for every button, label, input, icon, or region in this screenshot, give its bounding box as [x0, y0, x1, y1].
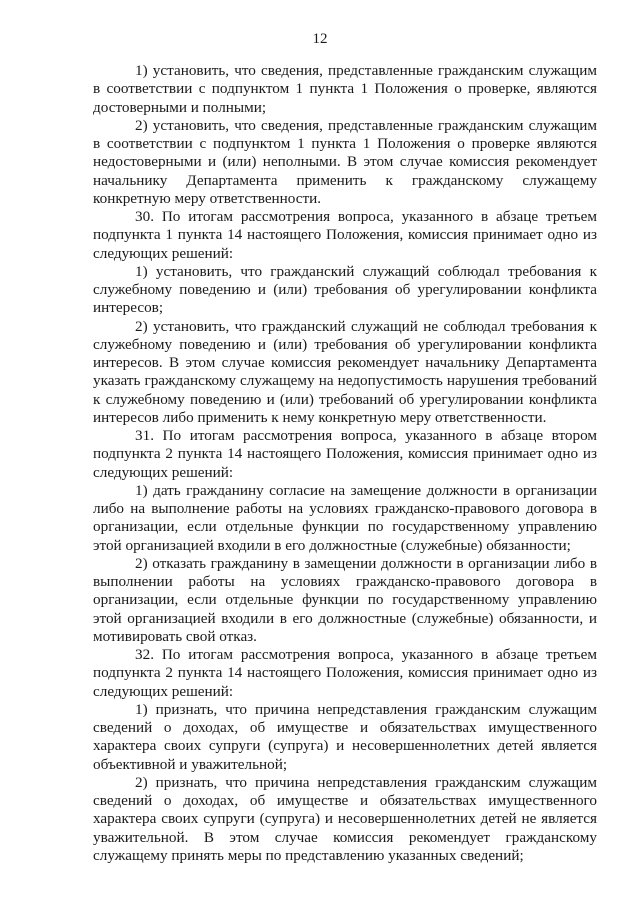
paragraph: 2) установить, что гражданский служащий не соблюдал требования к служебному поведению и (или) требования об урегулировании конфликта интересов. В этом случае комиссия рекомендует начальнику Департамента указать гражданскому служащему на недопустимость нарушения требований к служебному поведению и (или) требований об урегулировании конфликта интересов либо применить к нему конкретную меру ответственности.: [93, 317, 597, 426]
paragraph: 1) дать гражданину согласие на замещение должности в организации либо на выполнение работы на условиях гражданско-правового договора в организации, если отдельные функции по государственному управлению этой организацией входили в его должностные (служебные) обязанности;: [93, 481, 597, 554]
paragraph: 2) отказать гражданину в замещении должности в организации либо в выполнении работы на условиях гражданско-правового договора в организации, если отдельные функции по государственному управлению этой организацией входили в его должностные (служебные) обязанности, и мотивировать свой отказ.: [93, 554, 597, 645]
paragraph: 1) установить, что сведения, представленные гражданским служащим в соответствии с подпунктом 1 пункта 1 Положения о проверке, являются достоверными и полными;: [93, 62, 597, 116]
paragraph: 2) установить, что сведения, представленные гражданским служащим в соответствии с подпунктом 1 пункта 1 Положения о проверке являются недостоверными и (или) неполными. В этом случае комиссия рекомендует начальнику Департамента применить к гражданскому служащему конкретную меру ответственности.: [93, 116, 597, 207]
paragraph: 30. По итогам рассмотрения вопроса, указанного в абзаце третьем подпункта 1 пункта 14 настоящего Положения, комиссия принимает одно из следующих решений:: [93, 208, 597, 262]
paragraph: 31. По итогам рассмотрения вопроса, указанного в абзаце втором подпункта 2 пункта 14 настоящего Положения, комиссия принимает одно из следующих решений:: [93, 427, 597, 481]
paragraph: 2) признать, что причина непредставления гражданским служащим сведений о доходах, об имуществе и обязательствах имущественного характера своих супруги (супруга) и несовершеннолетних детей не является уважительной. В этом случае комиссия рекомендует гражданскому служащему принять меры по представлению указанных сведений;: [93, 773, 597, 864]
paragraph: 1) признать, что причина непредставления гражданским служащим сведений о доходах, об имуществе и обязательствах имущественного характера своих супруги (супруга) и несовершеннолетних детей является объективной и уважительной;: [93, 700, 597, 773]
document-body: [93, 62, 597, 865]
paragraph: 32. По итогам рассмотрения вопроса, указанного в абзаце третьем подпункта 2 пункта 14 настоящего Положения, комиссия принимает одно из следующих решений:: [93, 646, 597, 700]
page-number: 12: [312, 31, 328, 47]
paragraph: 1) установить, что гражданский служащий соблюдал требования к служебному поведению и (или) требования об урегулировании конфликта интересов;: [93, 262, 597, 317]
